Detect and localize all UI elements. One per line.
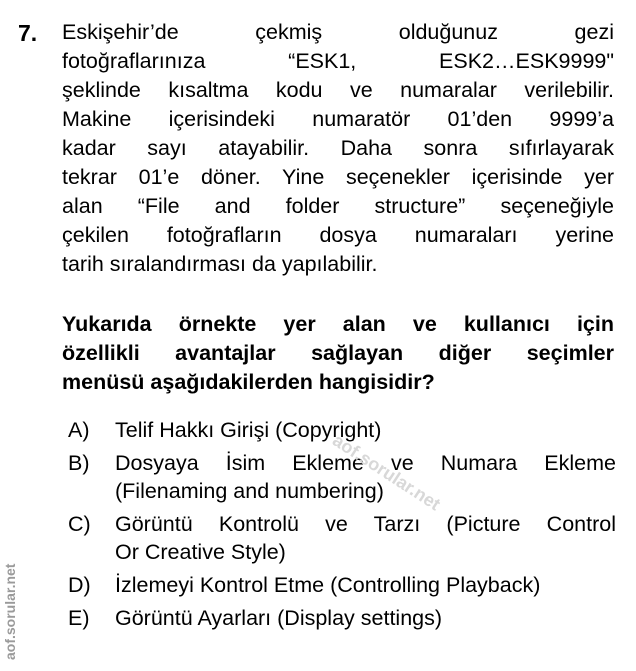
option-text: Görüntü Kontrolü ve Tarzı (Picture Control — [115, 512, 616, 536]
stem-line: fotoğraflarınıza “ESK1, ESK2…ESK9999" — [62, 49, 614, 73]
option-letter: C) — [68, 512, 91, 536]
option-text: İzlemeyi Kontrol Etme (Controlling Playback) — [115, 573, 541, 597]
option-letter: B) — [68, 451, 90, 475]
stem-line: kadar sayı atayabilir. Daha sonra sıfırlayarak — [62, 136, 614, 160]
stem-line: tarih sıralandırması da yapılabilir. — [62, 252, 378, 276]
stem-line: Eskişehir’de çekmiş olduğunuz gezi — [62, 20, 614, 44]
watermark-side: aof.sorular.net — [2, 563, 18, 660]
option-letter: D) — [68, 573, 91, 597]
stem-line: alan “File and folder structure” seçeneğiyle — [62, 194, 614, 218]
option-b[interactable] — [68, 449, 616, 505]
prompt-line: Yukarıda örnekte yer alan ve kullanıcı için — [62, 312, 614, 336]
option-text: Görüntü Ayarları (Display settings) — [115, 606, 443, 630]
question-stem — [62, 18, 614, 279]
option-letter: E) — [68, 606, 90, 630]
option-text: (Filenaming and numbering) — [115, 479, 384, 503]
watermark-diagonal: aof.sorular.net — [329, 430, 445, 515]
option-text: Or Creative Style) — [115, 540, 286, 564]
option-text: Telif Hakkı Girişi (Copyright) — [115, 418, 382, 442]
question-number: 7. — [18, 20, 38, 46]
stem-line: tekrar 01’e döner. Yine seçenekler içerisinde yer — [62, 165, 614, 189]
prompt-line: menüsü aşağıdakilerden hangisidir? — [62, 370, 435, 394]
stem-line: şeklinde kısaltma kodu ve numaralar verilebilir. — [62, 78, 614, 102]
option-e[interactable] — [68, 604, 616, 632]
prompt-line: özellikli avantajlar sağlayan diğer seçimler — [62, 341, 614, 365]
stem-line: çekilen fotoğrafların dosya numaraları yerine — [62, 223, 614, 247]
question-prompt — [62, 310, 614, 397]
option-text: Dosyaya İsim Ekleme ve Numara Ekleme — [115, 451, 616, 475]
option-letter: A) — [68, 418, 90, 442]
option-c[interactable] — [68, 510, 616, 566]
stem-line: Makine içerisindeki numaratör 01’den 9999’a — [62, 107, 614, 131]
option-d[interactable] — [68, 571, 616, 599]
